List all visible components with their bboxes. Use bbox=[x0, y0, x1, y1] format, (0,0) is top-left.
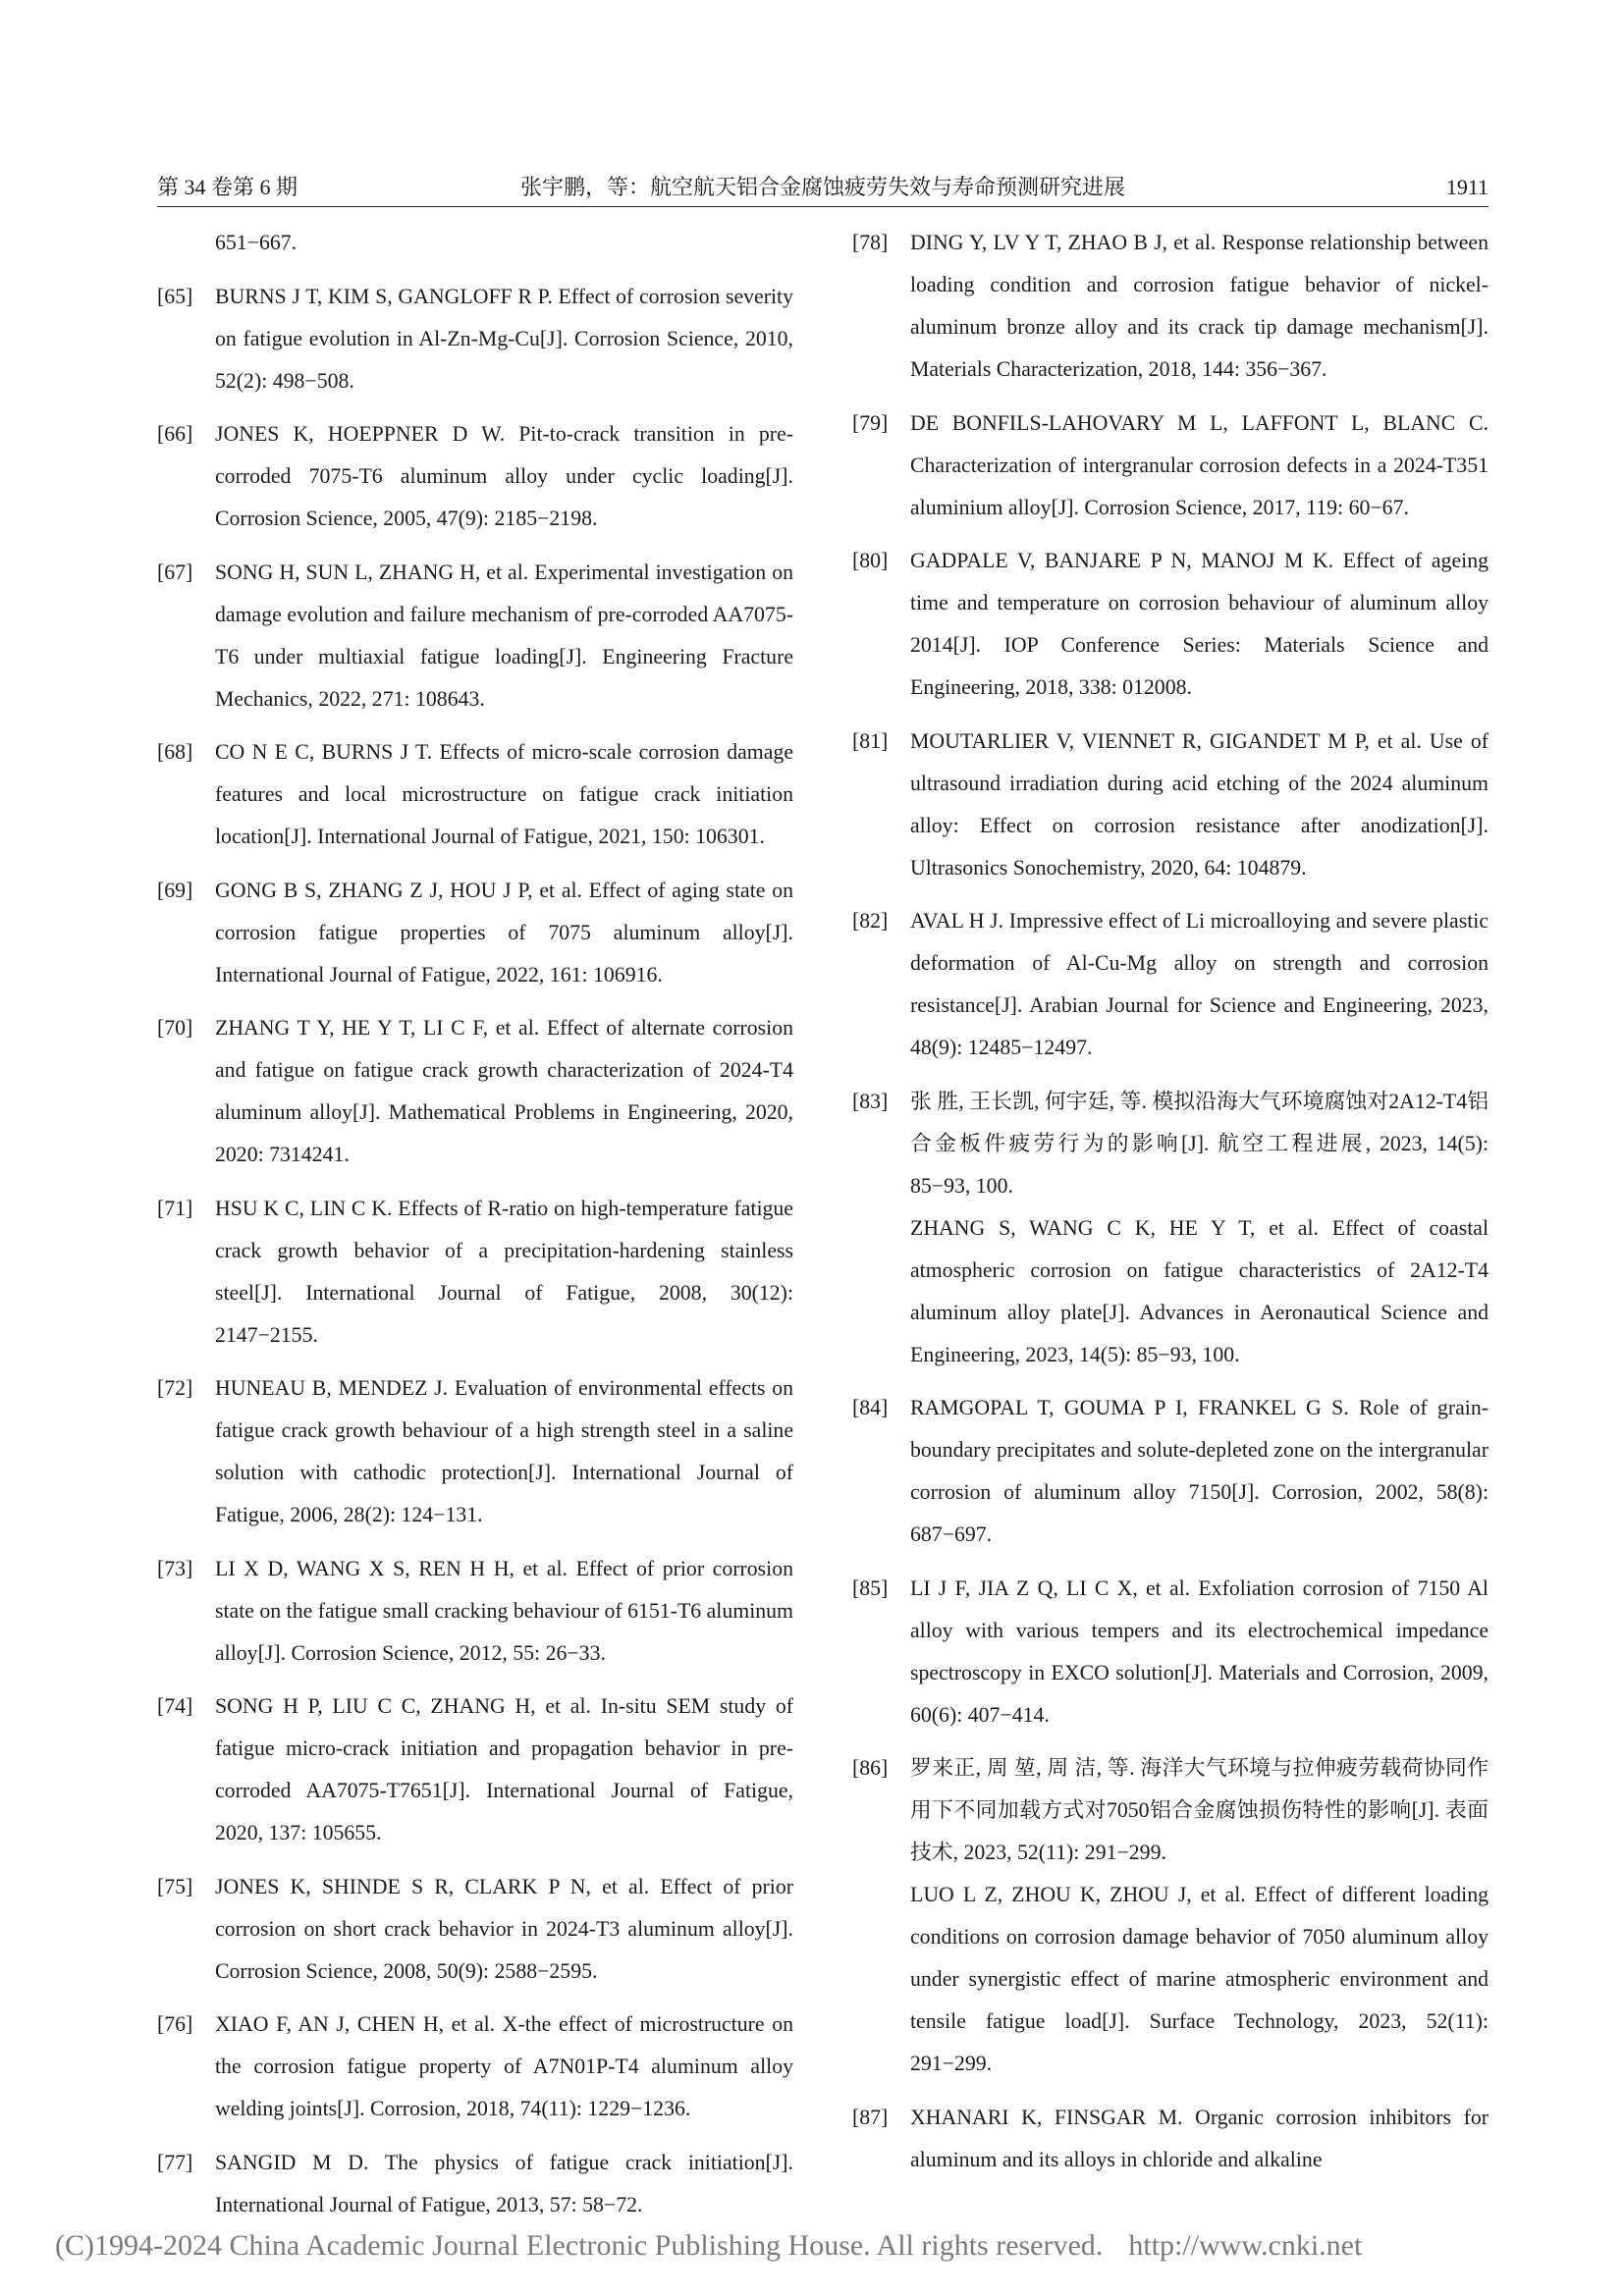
reference-number: [76] bbox=[157, 2012, 193, 2036]
reference-69 bbox=[157, 870, 793, 996]
reference-text: MOUTARLIER V, VIENNET R, GIGANDET M P, et al. Use of ultrasound irradiation during acid etching of the 2024 aluminum alloy: Effect on corrosion resistance after anodization[J]. Ultrasonics Sonochemistry, 2020, 64: 104879. bbox=[910, 728, 1489, 880]
reference-78 bbox=[852, 222, 1489, 391]
reference-67 bbox=[157, 552, 793, 721]
reference-number: [78] bbox=[852, 231, 889, 254]
reference-68 bbox=[157, 731, 793, 858]
reference-number: [68] bbox=[157, 740, 193, 764]
reference-text: DING Y, LV Y T, ZHAO B J, et al. Response relationship between loading condition and corrosion fatigue behavior of nickel-aluminum bronze alloy and its crack tip damage mechanism[J]. Materials Characterization, 2018, 144: 356−367. bbox=[910, 231, 1489, 381]
reference-text: LI J F, JIA Z Q, LI C X, et al. Exfoliation corrosion of 7150 Al alloy with various tempers and its electrochemical impedance spectroscopy in EXCO solution[J]. Materials and Corrosion, 2009, 60(6): 407−414. bbox=[910, 1575, 1489, 1727]
reference-text-chinese: 罗来正, 周 堃, 周 洁, 等. 海洋大气环境与拉伸疲劳载荷协同作用下不同加载方式对7050铝合金腐蚀损伤特性的影响[J]. 表面技术, 2023, 52(11): 291−299. bbox=[910, 1756, 1489, 1864]
reference-70 bbox=[157, 1007, 793, 1176]
reference-number: [67] bbox=[157, 560, 193, 584]
reference-text: AVAL H J. Impressive effect of Li microalloying and severe plastic deformation of Al-Cu-Mg alloy on strength and corrosion resistance[J]. Arabian Journal for Science and Engineering, 2023, 48(9): 12485−12497. bbox=[910, 909, 1489, 1059]
reference-85 bbox=[852, 1568, 1489, 1736]
reference-text-chinese: 张 胜, 王长凯, 何宇廷, 等. 模拟沿海大气环境腐蚀对2A12-T4铝合金板件疲劳行为的影响[J]. 航空工程进展, 2023, 14(5): 85−93, 100. bbox=[910, 1089, 1489, 1198]
reference-text: SONG H, SUN L, ZHANG H, et al. Experimental investigation on damage evolution and failure mechanism of pre-corroded AA7075-T6 under multiaxial fatigue loading[J]. Engineering Fracture Mechanics, 2022, 271: 108643. bbox=[215, 560, 793, 711]
reference-77 bbox=[157, 2142, 793, 2226]
reference-number: [74] bbox=[157, 1694, 193, 1718]
right-column bbox=[852, 222, 1489, 2192]
reference-number: [84] bbox=[852, 1396, 889, 1419]
reference-number: [82] bbox=[852, 909, 889, 933]
reference-65 bbox=[157, 276, 793, 402]
reference-text: XIAO F, AN J, CHEN H, et al. X-the effect of microstructure on the corrosion fatigue property of A7N01P-T4 aluminum alloy welding joints[J]. Corrosion, 2018, 74(11): 1229−1236. bbox=[215, 2012, 793, 2120]
reference-text: RAMGOPAL T, GOUMA P I, FRANKEL G S. Role of grain-boundary precipitates and solute-depleted zone on the intergranular corrosion of aluminum alloy 7150[J]. Corrosion, 2002, 58(8): 687−697. bbox=[910, 1396, 1489, 1546]
reference-number: [87] bbox=[852, 2105, 889, 2129]
reference-text: DE BONFILS-LAHOVARY M L, LAFFONT L, BLANC C. Characterization of intergranular corrosion defects in a 2024-T351 aluminium alloy[J]. Corrosion Science, 2017, 119: 60−67. bbox=[910, 410, 1489, 519]
reference-text: LI X D, WANG X S, REN H H, et al. Effect of prior corrosion state on the fatigue small cracking behaviour of 6151-T6 aluminum alloy[J]. Corrosion Science, 2012, 55: 26−33. bbox=[215, 1556, 793, 1665]
reference-text-english: LUO L Z, ZHOU K, ZHOU J, et al. Effect of different loading conditions on corrosion damage behavior of 7050 aluminum alloy under synergistic effect of marine atmospheric environment and tensile fatigue load[J]. Surface Technology, 2023, 52(11): 291−299. bbox=[910, 1883, 1489, 2075]
reference-text: JONES K, SHINDE S R, CLARK P N, et al. Effect of prior corrosion on short crack behavior in 2024-T3 aluminum alloy[J]. Corrosion Science, 2008, 50(9): 2588−2595. bbox=[215, 1874, 793, 1983]
reference-82 bbox=[852, 900, 1489, 1069]
page-number: 1911 bbox=[1445, 175, 1489, 199]
reference-text: CO N E C, BURNS J T. Effects of micro-scale corrosion damage features and local microstructure on fatigue crack initiation location[J]. International Journal of Fatigue, 2021, 150: 106301. bbox=[215, 740, 793, 848]
reference-74 bbox=[157, 1685, 793, 1854]
copyright-notice: (C)1994-2024 China Academic Journal Electronic Publishing House. All rights reserved. bbox=[55, 2229, 1104, 2262]
reference-72 bbox=[157, 1367, 793, 1536]
reference-76 bbox=[157, 2003, 793, 2130]
reference-text: SONG H P, LIU C C, ZHANG H, et al. In-situ SEM study of fatigue micro-crack initiation and propagation behavior in pre-corroded AA7075-T7651[J]. International Journal of Fatigue, 2020, 137: 105655. bbox=[215, 1694, 793, 1844]
reference-text: HUNEAU B, MENDEZ J. Evaluation of environmental effects on fatigue crack growth behaviour of a high strength steel in a saline solution with cathodic protection[J]. International Journal of Fatigue, 2006, 28(2): 124−131. bbox=[215, 1376, 793, 1526]
reference-79 bbox=[852, 402, 1489, 529]
reference-text: ZHANG T Y, HE Y T, LI C F, et al. Effect of alternate corrosion and fatigue on fatigue crack growth characterization of 2024-T4 aluminum alloy[J]. Mathematical Problems in Engineering, 2020, 2020: 7314241. bbox=[215, 1016, 793, 1166]
reference-number: [85] bbox=[852, 1575, 889, 1600]
header-rule bbox=[157, 206, 1489, 207]
reference-number: [81] bbox=[852, 728, 889, 753]
reference-text: BURNS J T, KIM S, GANGLOFF R P. Effect of corrosion severity on fatigue evolution in Al-Zn-Mg-Cu[J]. Corrosion Science, 2010, 52(2): 498−508. bbox=[215, 284, 793, 393]
reference-number: [75] bbox=[157, 1874, 193, 1898]
reference-number: [72] bbox=[157, 1376, 193, 1400]
reference-text: GADPALE V, BANJARE P N, MANOJ M K. Effect of ageing time and temperature on corrosion behaviour of aluminum alloy 2014[J]. IOP Conference Series: Materials Science and Engineering, 2018, 338: 012008. bbox=[910, 549, 1489, 699]
reference-87 bbox=[852, 2097, 1489, 2181]
reference-83 bbox=[852, 1081, 1489, 1376]
reference-text-english: ZHANG S, WANG C K, HE Y T, et al. Effect of coastal atmospheric corrosion on fatigue characteristics of 2A12-T4 aluminum alloy plate[J]. Advances in Aeronautical Science and Engineering, 2023, 14(5): 85−93, 100. bbox=[910, 1215, 1489, 1366]
reference-text: JONES K, HOEPPNER D W. Pit-to-crack transition in pre-corroded 7075-T6 aluminum alloy under cyclic loading[J]. Corrosion Science, 2005, 47(9): 2185−2198. bbox=[215, 422, 793, 530]
reference-71 bbox=[157, 1188, 793, 1357]
journal-volume-issue: 第 34 卷第 6 期 bbox=[157, 175, 298, 199]
reference-number: [73] bbox=[157, 1556, 193, 1580]
left-column bbox=[157, 222, 793, 2237]
reference-number: [70] bbox=[157, 1016, 193, 1040]
reference-number: [79] bbox=[852, 410, 889, 435]
running-header bbox=[157, 171, 1489, 204]
reference-66 bbox=[157, 413, 793, 540]
reference-number: [69] bbox=[157, 878, 193, 902]
copyright-footer bbox=[55, 2226, 1587, 2266]
reference-text: HSU K C, LIN C K. Effects of R-ratio on high-temperature fatigue crack growth behavior of a precipitation-hardening stainless steel[J]. International Journal of Fatigue, 2008, 30(12): 2147−2155. bbox=[215, 1196, 793, 1347]
reference-number: [71] bbox=[157, 1196, 193, 1220]
reference-continuation: 651−667. bbox=[215, 231, 298, 254]
cnki-link[interactable]: http://www.cnki.net bbox=[1128, 2229, 1363, 2262]
reference-text: SANGID M D. The physics of fatigue crack initiation[J]. International Journal of Fatigue, 2013, 57: 58−72. bbox=[215, 2150, 793, 2216]
reference-73 bbox=[157, 1548, 793, 1675]
reference-text: XHANARI K, FINSGAR M. Organic corrosion inhibitors for aluminum and its alloys in chloride and alkaline bbox=[910, 2105, 1489, 2171]
reference-number: [86] bbox=[852, 1756, 889, 1780]
reference-number: [83] bbox=[852, 1089, 889, 1113]
reference-81 bbox=[852, 721, 1489, 889]
reference-84 bbox=[852, 1387, 1489, 1556]
reference-number: [80] bbox=[852, 549, 889, 572]
reference-80 bbox=[852, 540, 1489, 709]
reference-text: GONG B S, ZHANG Z J, HOU J P, et al. Effect of aging state on corrosion fatigue properties of 7075 aluminum alloy[J]. International Journal of Fatigue, 2022, 161: 106916. bbox=[215, 878, 793, 987]
reference-75 bbox=[157, 1866, 793, 1993]
reference-number: [77] bbox=[157, 2150, 193, 2174]
running-title: 张宇鹏，等：航空航天铝合金腐蚀疲劳失效与寿命预测研究进展 bbox=[519, 175, 1125, 199]
reference-number: [65] bbox=[157, 284, 193, 308]
reference-86 bbox=[852, 1747, 1489, 2085]
reference-number: [66] bbox=[157, 422, 193, 446]
